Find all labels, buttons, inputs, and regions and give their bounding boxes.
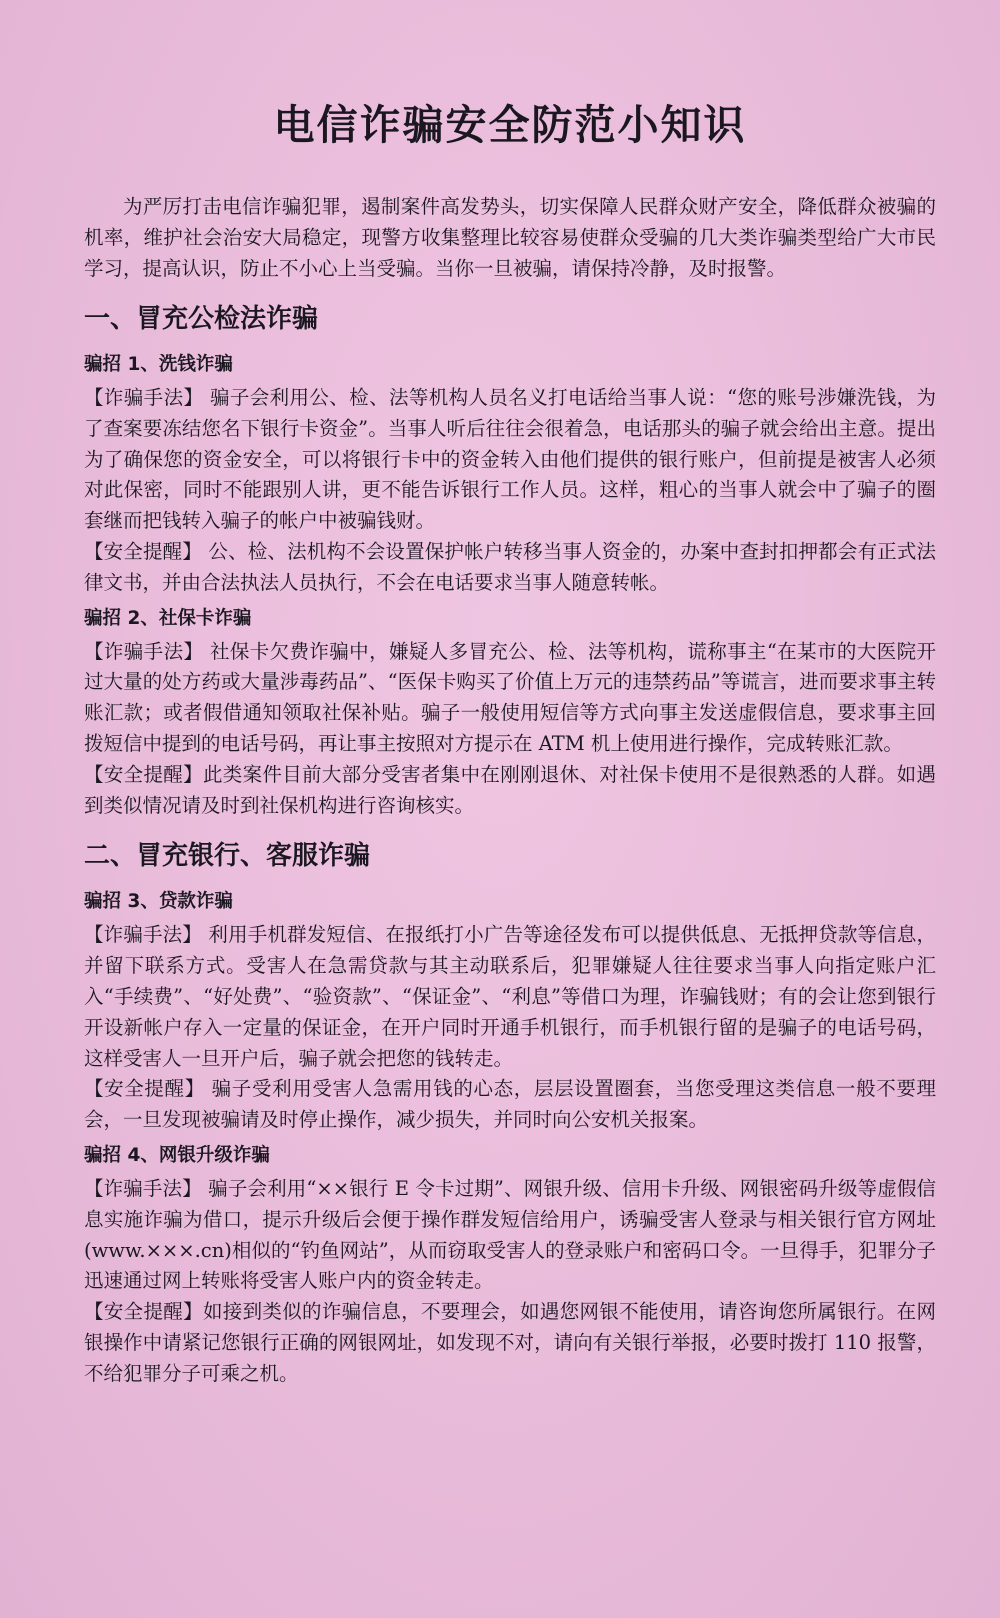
method-tag: 【诈骗手法】 bbox=[84, 923, 203, 947]
trick-block bbox=[84, 888, 936, 1136]
trick-heading: 骗招 4、网银升级诈骗 bbox=[84, 1144, 270, 1166]
tip-tag: 【安全提醒】 bbox=[84, 1300, 203, 1324]
tip-paragraph bbox=[84, 760, 936, 822]
method-text: 骗子会利用公、检、法等机构人员名义打电话给当事人说：“您的账号涉嫌洗钱，为了查案要冻结您名下银行卡资金”。当事人听后往往会很着急，电话那头的骗子就会给出主意。提出为了确保您的资金安全，可以将银行卡中的资金转入由他们提供的银行账户，但前提是被害人必须对此保密，同时不能跟别人讲，更不能告诉银行工作人员。这样，粗心的当事人就会中了骗子的圈套继而把钱转入骗子的帐户中被骗钱财。 bbox=[84, 386, 936, 533]
tip-paragraph bbox=[84, 537, 936, 599]
intro-paragraph: 为严厉打击电信诈骗犯罪，遏制案件高发势头，切实保障人民群众财产安全，降低群众被骗的机率，维护社会治安大局稳定，现警方收集整理比较容易使群众受骗的几大类诈骗类型给广大市民学习，提高认识，防止不小心上当受骗。当你一旦被骗，请保持冷静，及时报警。 bbox=[84, 195, 936, 280]
tip-paragraph bbox=[84, 1297, 936, 1389]
tip-text: 骗子受利用受害人急需用钱的心态，层层设置圈套，当您受理这类信息一般不要理会，一旦发现被骗请及时停止操作，减少损失，并同时向公安机关报案。 bbox=[84, 1077, 936, 1132]
tip-paragraph bbox=[84, 1074, 936, 1136]
section-heading: 一、冒充公检法诈骗 bbox=[84, 304, 319, 334]
section-impersonate-bank bbox=[84, 835, 936, 1389]
method-text: 利用手机群发短信、在报纸打小广告等途径发布可以提供低息、无抵押贷款等信息，并留下联系方式。受害人在急需贷款与其主动联系后，犯罪嫌疑人往往要求当事人向指定账户汇入“手续费”、“好处费”、“验资款”、“保证金”、“利息”等借口为理，诈骗钱财；有的会让您到银行开设新帐户存入一定量的保证金，在开户同时开通手机银行，而手机银行留的是骗子的电话号码，这样受害人一旦开户后，骗子就会把您的钱转走。 bbox=[84, 923, 936, 1070]
trick-block bbox=[84, 605, 936, 822]
method-paragraph bbox=[84, 383, 936, 537]
tip-text: 公、检、法机构不会设置保护帐户转移当事人资金的，办案中查封扣押都会有正式法律文书，并由合法执法人员执行，不会在电话要求当事人随意转帐。 bbox=[84, 539, 936, 594]
tip-tag: 【安全提醒】 bbox=[84, 762, 203, 786]
trick-heading: 骗招 1、洗钱诈骗 bbox=[84, 354, 233, 375]
method-text: 骗子会利用“××银行 E 令卡过期”、网银升级、信用卡升级、网银密码升级等虚假信息实施诈骗为借口，提示升级后会便于操作群发短信给用户，诱骗受害人登录与相关银行官方网址(www.×××.cn)相似的“钓鱼网站”，从而窃取受害人的登录账户和密码口令。一旦得手，犯罪分子迅速通过网上转账将受害人账户内的资金转走。 bbox=[84, 1176, 936, 1293]
document-title: 电信诈骗安全防范小知识 bbox=[273, 101, 747, 149]
method-paragraph bbox=[84, 920, 936, 1074]
tip-tag: 【安全提醒】 bbox=[84, 1077, 205, 1101]
method-paragraph bbox=[84, 1174, 936, 1297]
method-tag: 【诈骗手法】 bbox=[84, 386, 204, 409]
trick-heading: 骗招 2、社保卡诈骗 bbox=[84, 607, 252, 629]
trick-block bbox=[84, 1142, 936, 1390]
method-text: 社保卡欠费诈骗中，嫌疑人多冒充公、检、法等机构，谎称事主“在某市的大医院开过大量的处方药或大量涉毒药品”、“医保卡购买了价值上万元的违禁药品”等谎言，进而要求事主转账汇款；或者假借通知领取社保补贴。骗子一般使用短信等方式向事主发送虚假信息，要求事主回拨短信中提到的电话号码，再让事主按照对方提示在 ATM 机上使用进行操作，完成转账汇款。 bbox=[84, 639, 936, 755]
trick-heading: 骗招 3、贷款诈骗 bbox=[84, 891, 233, 913]
tip-tag: 【安全提醒】 bbox=[84, 539, 203, 563]
section-impersonate-police bbox=[84, 298, 936, 821]
method-tag: 【诈骗手法】 bbox=[84, 1176, 202, 1200]
trick-block bbox=[84, 351, 936, 599]
section-heading: 二、冒充银行、客服诈骗 bbox=[84, 841, 371, 872]
method-tag: 【诈骗手法】 bbox=[84, 639, 204, 663]
tip-text: 如接到类似的诈骗信息，不要理会，如遇您网银不能使用，请咨询您所属银行。在网银操作中请紧记您银行正确的网银网址，如发现不对，请向有关银行举报，必要时拨打 110 报警，不给犯罪分子可乘之机。 bbox=[84, 1300, 936, 1385]
method-paragraph bbox=[84, 637, 936, 760]
tip-text: 此类案件目前大部分受害者集中在刚刚退休、对社保卡使用不是很熟悉的人群。如遇到类似情况请及时到社保机构进行咨询核实。 bbox=[84, 762, 936, 817]
